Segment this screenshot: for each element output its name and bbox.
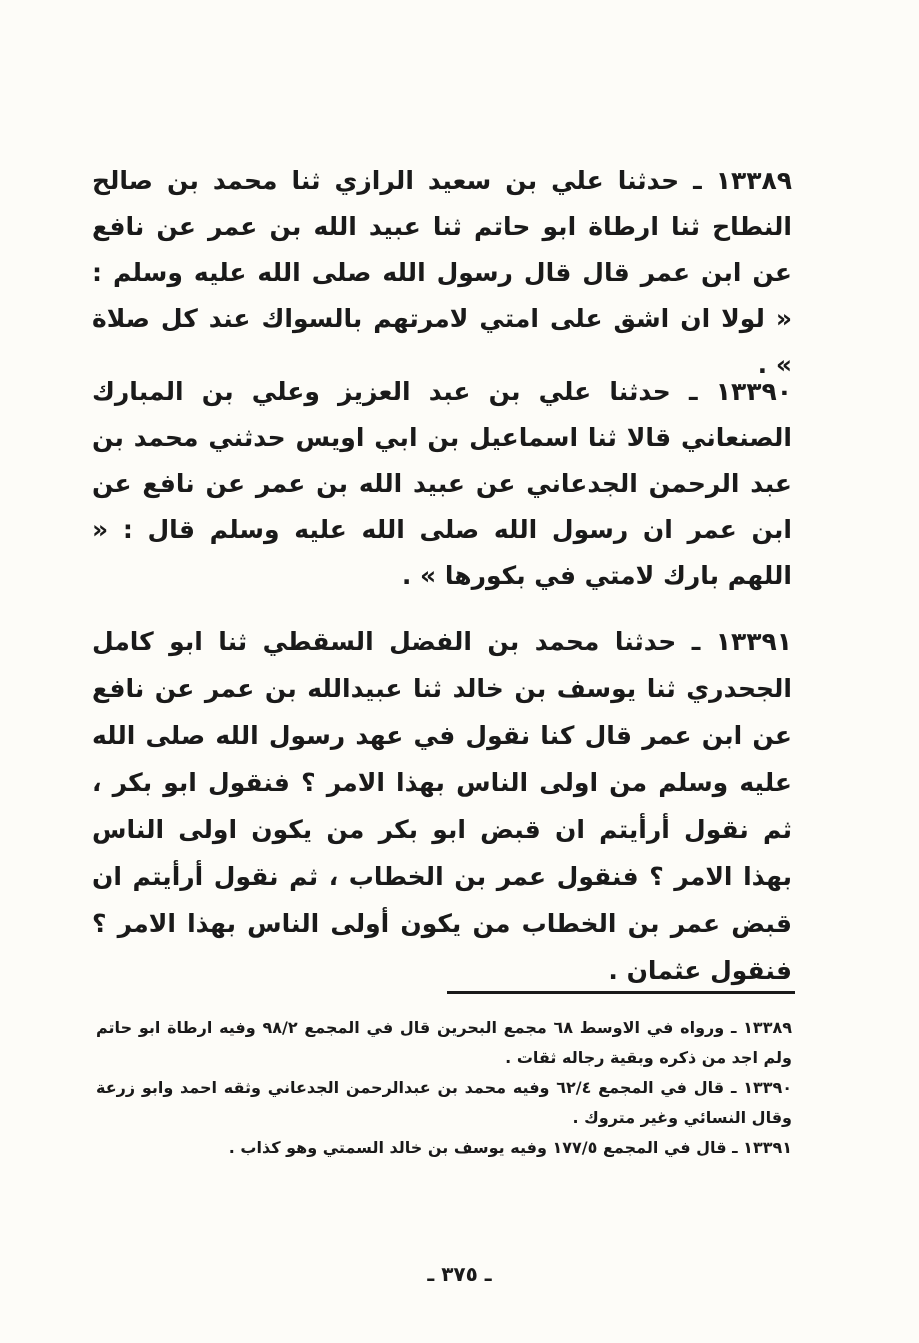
hadith-number: ١٣٣٩١ [715, 627, 792, 656]
footnote-divider [447, 991, 795, 994]
footnote-text: قال في المجمع ٦٢/٤ وفيه محمد بن عبدالرحمن الجدعاني وثقه احمد وابو زرعة وقال النسائي وغير متروك . [96, 1078, 792, 1127]
hadith-13390 [92, 369, 792, 599]
footnote-dash: ـ [732, 1138, 738, 1157]
footnote-number: ١٣٣٨٩ [743, 1018, 792, 1037]
hadith-13391 [92, 618, 792, 994]
page-number: ـ ٣٧٥ ـ [427, 1262, 492, 1286]
hadith-number: ١٣٣٨٩ [715, 166, 792, 195]
footnote-dash: ـ [730, 1018, 737, 1037]
footnote-text: ورواه في الاوسط ٦٨ مجمع البحرين قال في المجمع ٩٨/٢ وفيه ارطاة ابو حاتم ولم اجد من ذكره وبقية رجاله ثقات . [96, 1018, 792, 1067]
footnote-13389 [96, 1013, 792, 1073]
footnote-number: ١٣٣٩٠ [743, 1078, 793, 1097]
hadith-text: حدثنا علي بن سعيد الرازي ثنا محمد بن صالح النطاح ثنا ارطاة ابو حاتم ثنا عبيد الله بن عمر عن نافع عن ابن عمر قال قال رسول الله صلى الله عليه وسلم : « لولا ان اشق على امتي لامرتهم بالسواك عند كل صلاة » . [92, 166, 792, 379]
hadith-text: حدثنا علي بن عبد العزيز وعلي بن المبارك الصنعاني قالا ثنا اسماعيل بن ابي اويس حدثني محمد بن عبد الرحمن الجدعاني عن عبيد الله بن عمر عن نافع عن ابن عمر ان رسول الله صلى الله عليه وسلم قال : « اللهم بارك لامتي في بكورها » . [92, 377, 792, 590]
footnote-13391 [96, 1133, 792, 1163]
hadith-number: ١٣٣٩٠ [715, 377, 792, 406]
footnote-dash: ـ [730, 1078, 737, 1097]
hadith-text: حدثنا محمد بن الفضل السقطي ثنا ابو كامل الجحدري ثنا يوسف بن خالد ثنا عبيدالله بن عمر عن نافع عن ابن عمر قال كنا نقول في عهد رسول الله صلى الله عليه وسلم من اولى الناس بهذا الامر ؟ فنقول ابو بكر ، ثم نقول أرأيتم ان قبض ابو بكر من يكون اولى الناس بهذا الامر ؟ فنقول عمر بن الخطاب ، ثم نقول أرأيتم ان قبض عمر بن الخطاب من يكون أولى الناس بهذا الامر ؟ فنقول عثمان . [92, 627, 792, 985]
footnotes [96, 1013, 792, 1163]
footnote-text: قال في المجمع ١٧٧/٥ وفيه يوسف بن خالد السمتي وهو كذاب . [228, 1138, 727, 1157]
footnote-number: ١٣٣٩١ [743, 1138, 792, 1157]
hadith-dash: ـ [691, 627, 701, 656]
hadith-13389 [92, 158, 792, 388]
hadith-dash: ـ [688, 377, 698, 406]
hadith-dash: ـ [693, 166, 702, 195]
footnote-13390 [96, 1073, 792, 1133]
